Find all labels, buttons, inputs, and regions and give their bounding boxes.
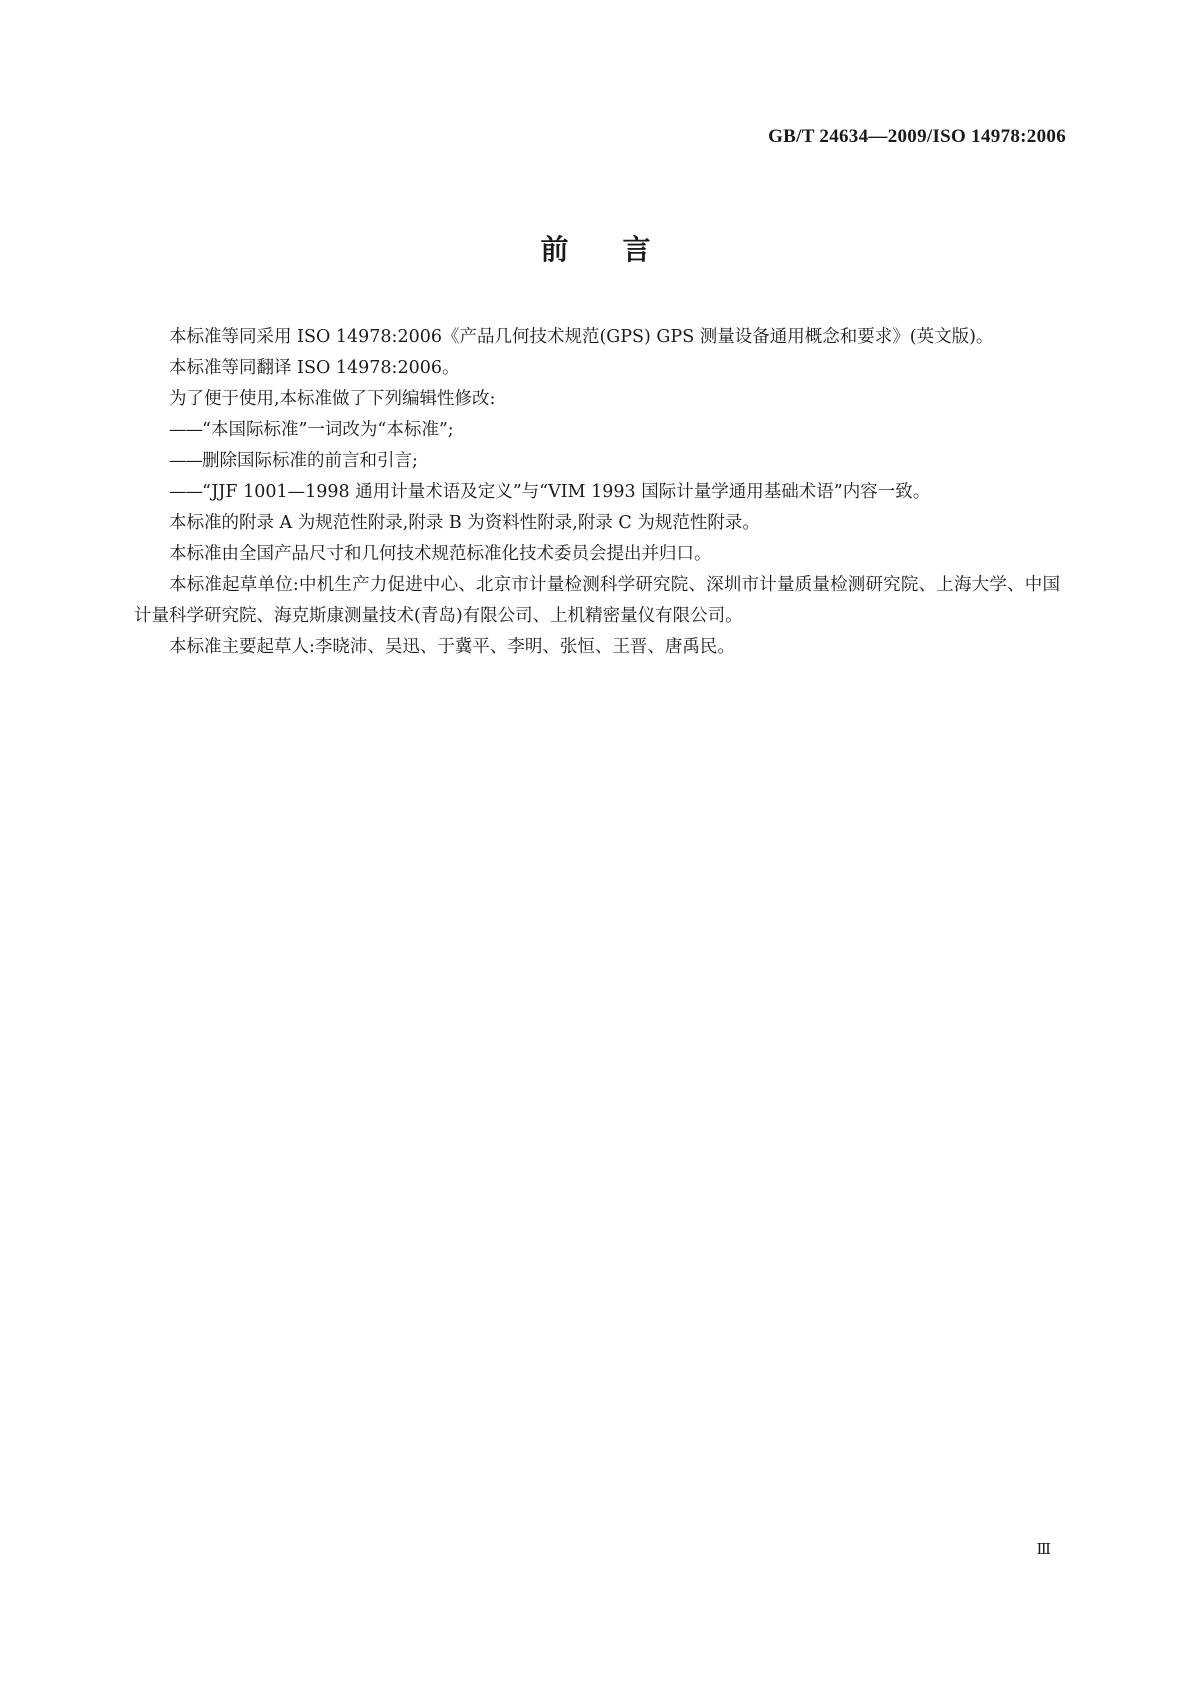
edit-item-text: 删除国际标准的前言和引言; <box>202 451 418 471</box>
paragraph-annexes: 本标准的附录 A 为规范性附录,附录 B 为资料性附录,附录 C 为规范性附录。 <box>169 513 760 533</box>
edit-item-2 <box>134 446 1060 477</box>
edit-item-3 <box>134 477 1060 508</box>
paragraph-drafting-units: 本标准起草单位:中机生产力促进中心、北京市计量检测科学研究院、深圳市计量质量检测研究院、上海大学、中国计量科学研究院、海克斯康测量技术(青岛)有限公司、上机精密量仪有限公司。 <box>134 575 1060 626</box>
dash-marker: —— <box>169 482 202 502</box>
paragraph-drafters: 本标准主要起草人:李晓沛、吴迅、于冀平、李明、张恒、王晋、唐禹民。 <box>169 637 735 657</box>
paragraph-edits-intro: 为了便于使用,本标准做了下列编辑性修改: <box>169 389 496 409</box>
page-title: 前言 <box>540 233 705 266</box>
page-number: Ⅲ <box>1036 1542 1051 1558</box>
edit-item-1 <box>134 415 1060 446</box>
edit-item-text: “本国际标准”一词改为“本标准”; <box>202 420 454 440</box>
edit-item-text: “JJF 1001—1998 通用计量术语及定义”与“VIM 1993 国际计量学通用基础术语”内容一致。 <box>202 482 931 502</box>
dash-marker: —— <box>169 451 202 471</box>
paragraph-adoption: 本标准等同采用 ISO 14978:2006《产品几何技术规范(GPS) GPS 测量设备通用概念和要求》(英文版)。 <box>169 327 994 347</box>
standard-number: GB/T 24634—2009/ISO 14978:2006 <box>768 126 1066 147</box>
dash-marker: —— <box>169 420 202 440</box>
foreword-body <box>134 322 1060 663</box>
paragraph-translation: 本标准等同翻译 ISO 14978:2006。 <box>169 358 460 378</box>
paragraph-committee: 本标准由全国产品尺寸和几何技术规范标准化技术委员会提出并归口。 <box>169 544 712 564</box>
